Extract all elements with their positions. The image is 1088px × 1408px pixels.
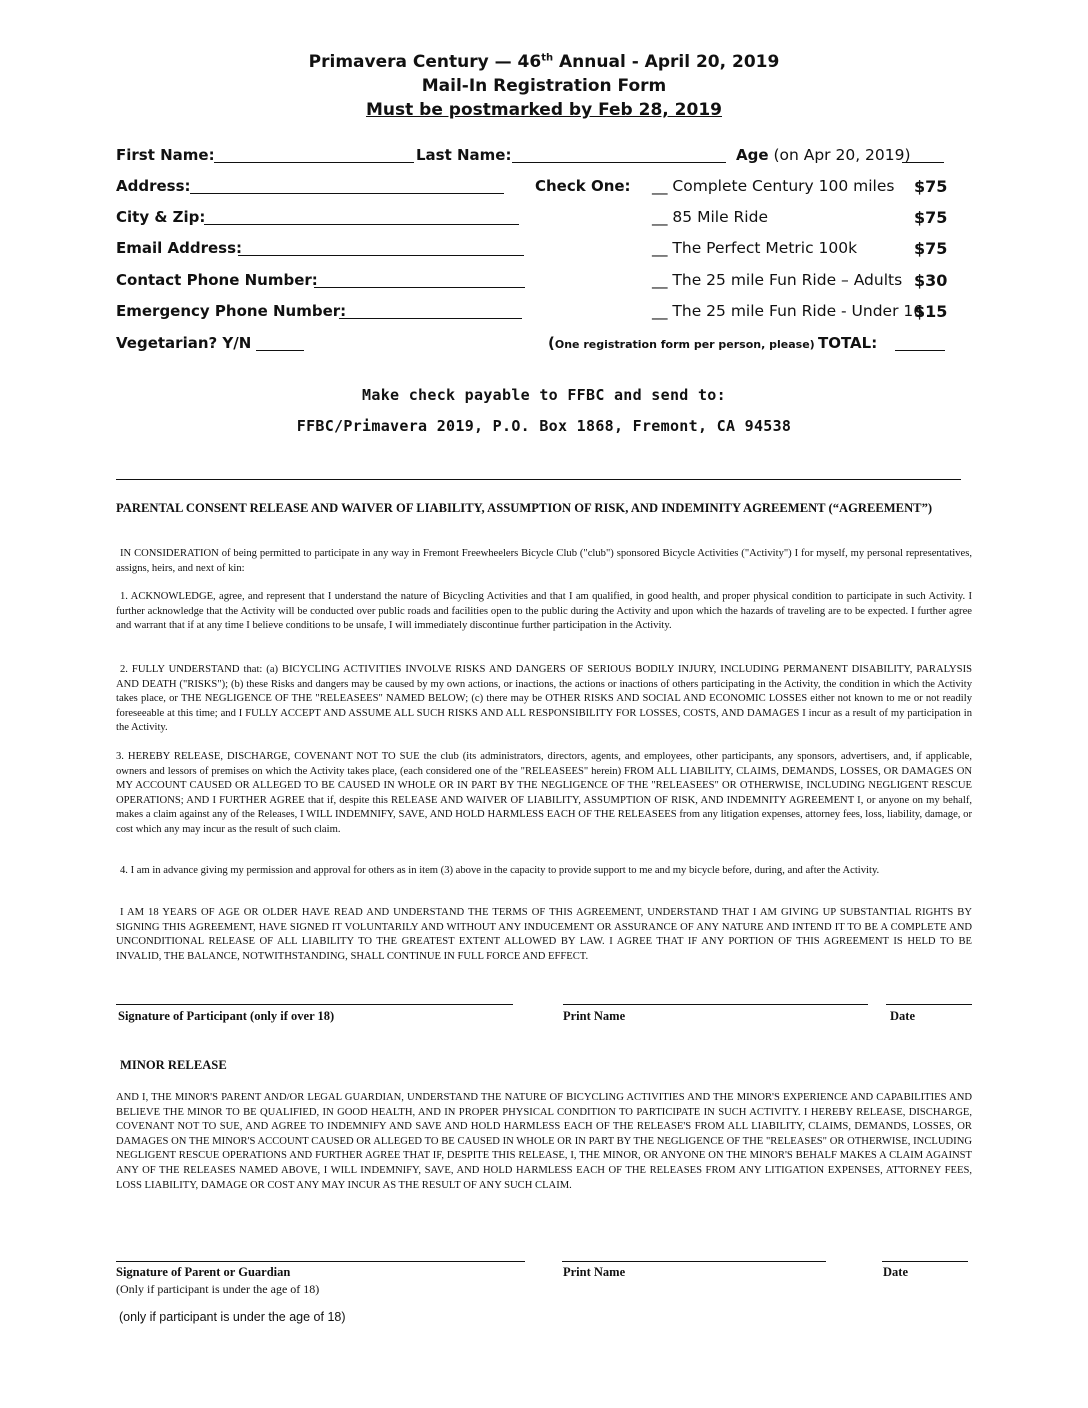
address-field[interactable] (190, 193, 504, 194)
waiver-clause-4: 4. I am in advance giving my permission and approval for others as in item (3) above in the capacity to provide support to me and my bicycle before, during, and after the Activity. (120, 865, 880, 876)
guardian-age-note: (Only if participant is under the age of 18) (116, 1282, 320, 1296)
waiver-clause-3: 3. HEREBY RELEASE, DISCHARGE, COVENANT NOT TO SUE the club (its administrators, directors, agents, and employees, other participants, any sponsors, advertisers, and, if applicable, owners and lessors of premises on which the Activity takes place, (each considered one of the "RELEASEES" herein) FROM ALL LIABILITY, CLAIMS, DEMANDS, LOSSES, OR DAMAGES ON MY ACCOUNT CAUSED OR ALLEGED TO BE CAUSED IN WHOLE OR IN PART BY THE NEGLIGENCE OF THE "RELEASEES" OR OTHERWISE, INCLUDING NEGLIGENT RESCUE OPERATIONS; AND I FURTHER AGREE that if, despite this RELEASE AND WAIVER OF LIABILITY, ASSUMPTION OF RISK, AND INDEMNITY AGREEMENT I, or anyone on my behalf, makes a claim against any of the Releases, I WILL INDEMNIFY, SAVE, AND HOLD HARMLESS EACH OF THE RELEASEES from any litigation expenses, attorney fees, loss, liability, damage, or cost which any may incur as the result of such claim. (116, 751, 972, 835)
guardian-signature-line[interactable] (116, 1261, 525, 1262)
last-name-field[interactable] (512, 162, 726, 163)
participant-date-label: Date (890, 1009, 915, 1023)
city-zip-field[interactable] (204, 224, 519, 225)
address-label: Address: (116, 177, 191, 195)
vegetarian-field[interactable] (256, 350, 304, 351)
option-fun-adults[interactable]: __ The 25 mile Fun Ride – Adults (652, 271, 903, 289)
mailing-address: FFBC/Primavera 2019, P.O. Box 1868, Fremont, CA 94538 (296, 417, 792, 435)
guardian-print-name-line[interactable] (562, 1261, 826, 1262)
participant-print-name-label: Print Name (563, 1009, 626, 1023)
section-divider (116, 479, 961, 480)
vegetarian-label: Vegetarian? Y/N (116, 334, 252, 352)
minor-release-text: AND I, THE MINOR'S PARENT AND/OR LEGAL GUARDIAN, UNDERSTAND THE NATURE OF BICYCLING ACTIVITIES AND THE MINOR'S EXPERIENCE AND CAPABILITIES AND BELIEVE THE MINOR TO BE QUALIFIED, IN GOOD HEALTH, AND IN PROPER PHYSICAL CONDITION TO PARTICIPATE IN SUCH ACTIVITY. I HEREBY RELEASE, DISCHARGE, COVENANT NOT TO SUE, AND AGREE TO INDEMNIFY AND SAVE AND HOLD HARMLESS EACH OF THE RELEASE'S FROM ALL LIABILITY, CLAIMS, DEMANDS, LOSSES, OR DAMAGES ON THE MINOR'S ACCOUNT CAUSED OR ALLEGED TO BE CAUSED IN WHOLE OR IN PART BY THE NEGLIGENCE OF THE "RELEASES" OR OTHERWISE, INCLUDING NEGLIGENT RESCUE OPERATIONS AND FURTHER AGREE THAT IF, DESPITE THIS RELEASE, I, THE MINOR, OR ANYONE ON THE MINOR'S BEHALF MAKES A CLAIM AGAINST ANY OF THE RELEASES NAMED ABOVE, I WILL INDEMNIFY, SAVE, AND HOLD HARMLESS EACH OF THE RELEASES FROM ANY LITIGATION EXPENSES, ATTORNEY FEES, LOSS LIABILITY, DAMAGE OR COST ANY MAY INCUR AS THE RESULT OF ANY SUCH CLAIM. (116, 1092, 972, 1191)
form-subtitle: Mail-In Registration Form (421, 76, 667, 96)
one-form-note: (One registration form per person, please) (548, 334, 815, 352)
contact-phone-field[interactable] (314, 287, 525, 288)
price-fun-adults: $30 (914, 271, 948, 290)
waiver-clause-1: 1. ACKNOWLEDGE, agree, and represent that I understand the nature of Bicycling Activities and that I am qualified, in good health, and proper physical condition to participate in such Activity. I further acknowledge that the Activity will be conducted over public roads and facilities open to the public during the Activity and upon which the hazards of traveling are to be expected. I further agree and warrant that if at any time I believe conditions to be unsafe, I will immediately discontinue further participation in the Activity. (116, 591, 972, 632)
participant-date-line[interactable] (886, 1004, 972, 1005)
waiver-clause-2: 2. FULLY UNDERSTAND that: (a) BICYCLING ACTIVITIES INVOLVE RISKS AND DANGERS OF SERIOUS BODILY INJURY, INCLUDING PERMANENT DISABILITY, PARALYSIS AND DEATH ("RISKS"); (b) these Risks and dangers may be caused by my own actions, or inactions, the actions or inactions of others participating in the Activity, the condition in which the Activity takes place, or THE NEGLIGENCE OF THE "RELEASEES" NAMED BELOW; (c) there may be OTHER RISKS AND SOCIAL AND ECONOMIC LOSSES either not known to me or not readily foreseeable at this time; and I FULLY ACCEPT AND ASSUME ALL SUCH RISKS AND ALL RESPONSIBILITY FOR LOSSES, COSTS, AND DAMAGES I incur as a result of my participation in the Activity. (116, 664, 972, 734)
option-85-mile[interactable]: __ 85 Mile Ride (652, 208, 768, 226)
total-label: TOTAL: (818, 334, 878, 352)
guardian-date-line[interactable] (882, 1261, 968, 1262)
guardian-signature-label: Signature of Parent or Guardian (116, 1265, 291, 1279)
form-title: Primavera Century — 46th Annual - April 20, 2019 (308, 52, 780, 72)
participant-print-name-line[interactable] (563, 1004, 868, 1005)
participant-signature-line[interactable] (116, 1004, 513, 1005)
price-85-mile: $75 (914, 208, 948, 227)
waiver-intro: IN CONSIDERATION of being permitted to participate in any way in Fremont Freewheelers Bicycle Club ("club") sponsored Bicycle Activities ("Activity") I for myself, my personal representatives, assigns, heirs, and next of kin: (116, 548, 972, 574)
minor-release-title: MINOR RELEASE (120, 1058, 227, 1072)
email-field[interactable] (238, 255, 524, 256)
contact-phone-label: Contact Phone Number: (116, 271, 318, 289)
first-name-label: First Name: (116, 146, 215, 164)
price-metric: $75 (914, 239, 948, 258)
age-field[interactable] (902, 162, 944, 163)
waiver-title: PARENTAL CONSENT RELEASE AND WAIVER OF LIABILITY, ASSUMPTION OF RISK, AND INDEMINITY AGREEMENT (“AGREEMENT”) (116, 501, 933, 515)
email-label: Email Address: (116, 239, 243, 257)
first-name-field[interactable] (214, 162, 414, 163)
price-century: $75 (914, 177, 948, 196)
emergency-phone-label: Emergency Phone Number: (116, 302, 347, 320)
waiver-acknowledgement: I AM 18 YEARS OF AGE OR OLDER HAVE READ AND UNDERSTAND THE TERMS OF THIS AGREEMENT, UNDERSTAND THAT I AM GIVING UP SUBSTANTIAL RIGHTS BY SIGNING THIS AGREEMENT, HAVE SIGNED IT VOLUNTARILY AND WITHOUT ANY INDUCEMENT OR ASSURANCE OF ANY NATURE AND INTEND IT TO BE A COMPLETE AND UNCONDITIONAL RELEASE OF ALL LIABILITY TO THE GREATEST EXTENT ALLOWED BY LAW. I AGREE THAT IF ANY PORTION OF THIS AGREEMENT IS HELD TO BE INVALID, THE BALANCE, NOTWITHSTANDING, SHALL CONTINUE IN FULL FORCE AND EFFECT. (116, 907, 972, 962)
city-zip-label: City & Zip: (116, 208, 206, 226)
footer-age-note: (only if participant is under the age of 18) (119, 1310, 346, 1324)
guardian-print-name-label: Print Name (563, 1265, 626, 1279)
emergency-phone-field[interactable] (339, 318, 522, 319)
age-label: Age (on Apr 20, 2019) (736, 146, 911, 164)
postmark-deadline: Must be postmarked by Feb 28, 2019 (366, 100, 722, 120)
option-fun-under16[interactable]: __ The 25 mile Fun Ride - Under 16 (652, 302, 924, 320)
option-metric[interactable]: __ The Perfect Metric 100k (652, 239, 858, 257)
last-name-label: Last Name: (416, 146, 512, 164)
guardian-date-label: Date (883, 1265, 908, 1279)
option-century[interactable]: __ Complete Century 100 miles (652, 177, 895, 195)
total-field[interactable] (895, 350, 945, 351)
price-fun-under16: $15 (914, 302, 948, 321)
check-one-label: Check One: (535, 177, 631, 195)
participant-signature-label: Signature of Participant (only if over 18) (118, 1009, 335, 1023)
payment-instructions: Make check payable to FFBC and send to: (362, 386, 726, 404)
